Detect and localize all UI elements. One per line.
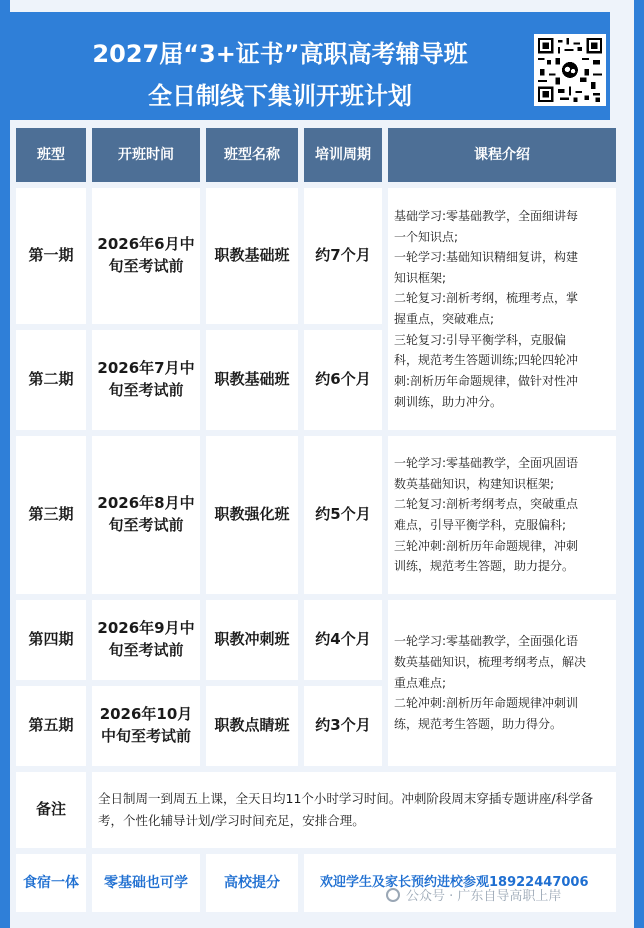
table-row-2-start: 2026年7月中 旬至考试前 [92,330,200,430]
table-row-4-start: 2026年9月中 旬至考试前 [92,600,200,680]
title-line-1: 2027届“3+证书”高职高考辅导班 [92,40,468,68]
table-row-5-duration: 约3个月 [304,686,382,766]
course-intro-text-3: 一轮学习:零基础教学，全面强化语 数英基础知识，梳理考纲考点，解决 重点难点; 二轮冲刺:剖析历年命题规律冲刺训 练，规范考生答题，助力得分。 [394,634,587,731]
footer-item-score-boost: 高校提分 [206,854,298,912]
course-intro-rows-4-5 [388,600,616,766]
course-intro-row-3 [388,436,616,594]
table-row-2-duration: 约6个月 [304,330,382,430]
course-intro-text-2: 一轮学习:零基础教学，全面巩固语 数英基础知识，构建知识框架; 二轮复习:剖析考纲考点，突破重点 难点，引导平衡学科，克服偏科; 三轮冲刺:剖析历年命题规律，冲刺 训练，规范考生答题，助力提分。 [394,456,579,574]
table-row-3-duration: 约5个月 [304,436,382,594]
column-header-class-name: 班型名称 [206,128,298,182]
column-header-class-type: 班型 [16,128,86,182]
table-row-5-name: 职教点睛班 [206,686,298,766]
table-row-4-name: 职教冲刺班 [206,600,298,680]
course-intro-text-1: 基础学习:零基础教学，全面细讲每 一个知识点; 一轮学习:基础知识精细复讲，构建 知识框架; 二轮复习:剖析考纲，梳理考点，掌 握重点，突破难点; 三轮复习:引导平衡学科，克服偏 科，规范考生答题训练;四轮四轮冲 刺:剖析历年命题规律，做针对性冲 刺训练，助力冲分。 [394,208,579,409]
column-header-duration: 培训周期 [304,128,382,182]
table-row-2-name: 职教基础班 [206,330,298,430]
header-banner [10,12,610,120]
table-row-5-period: 第五期 [16,686,86,766]
course-intro-rows-1-2 [388,188,616,430]
table-row-1-duration: 约7个月 [304,188,382,324]
footer-item-accommodation: 食宿一体 [16,854,86,912]
table-row-3-period: 第三期 [16,436,86,594]
qr-code-icon[interactable] [534,34,606,106]
table-row-4-duration: 约4个月 [304,600,382,680]
table-row-5-start: 2026年10月 中旬至考试前 [92,686,200,766]
watermark-text: 公众号 · 广东自导高职上岸 [406,889,562,904]
watermark [386,885,561,904]
table-row-3-start: 2026年8月中 旬至考试前 [92,436,200,594]
notes-label: 备注 [16,772,86,848]
table-row-3-name: 职教强化班 [206,436,298,594]
table-row-1-start: 2026年6月中 旬至考试前 [92,188,200,324]
table-row-1-name: 职教基础班 [206,188,298,324]
wechat-icon [386,888,400,902]
table-row-4-period: 第四期 [16,600,86,680]
table-row-2-period: 第二期 [16,330,86,430]
table-row-1-period: 第一期 [16,188,86,324]
footer-item-zero-basis: 零基础也可学 [92,854,200,912]
notes-text: 全日制周一到周五上课，全天日均11个小时学习时间。冲刺阶段周末穿插专题讲座/科学备考，个性化辅导计划/学习时间充足，安排合理。 [92,772,616,848]
footer-contact[interactable]: 欢迎学生及家长预约进校参观18922447006 [304,854,616,912]
title-line-2: 全日制线下集训开班计划 [148,82,412,110]
column-header-start-date: 开班时间 [92,128,200,182]
column-header-course-intro: 课程介绍 [388,128,616,182]
